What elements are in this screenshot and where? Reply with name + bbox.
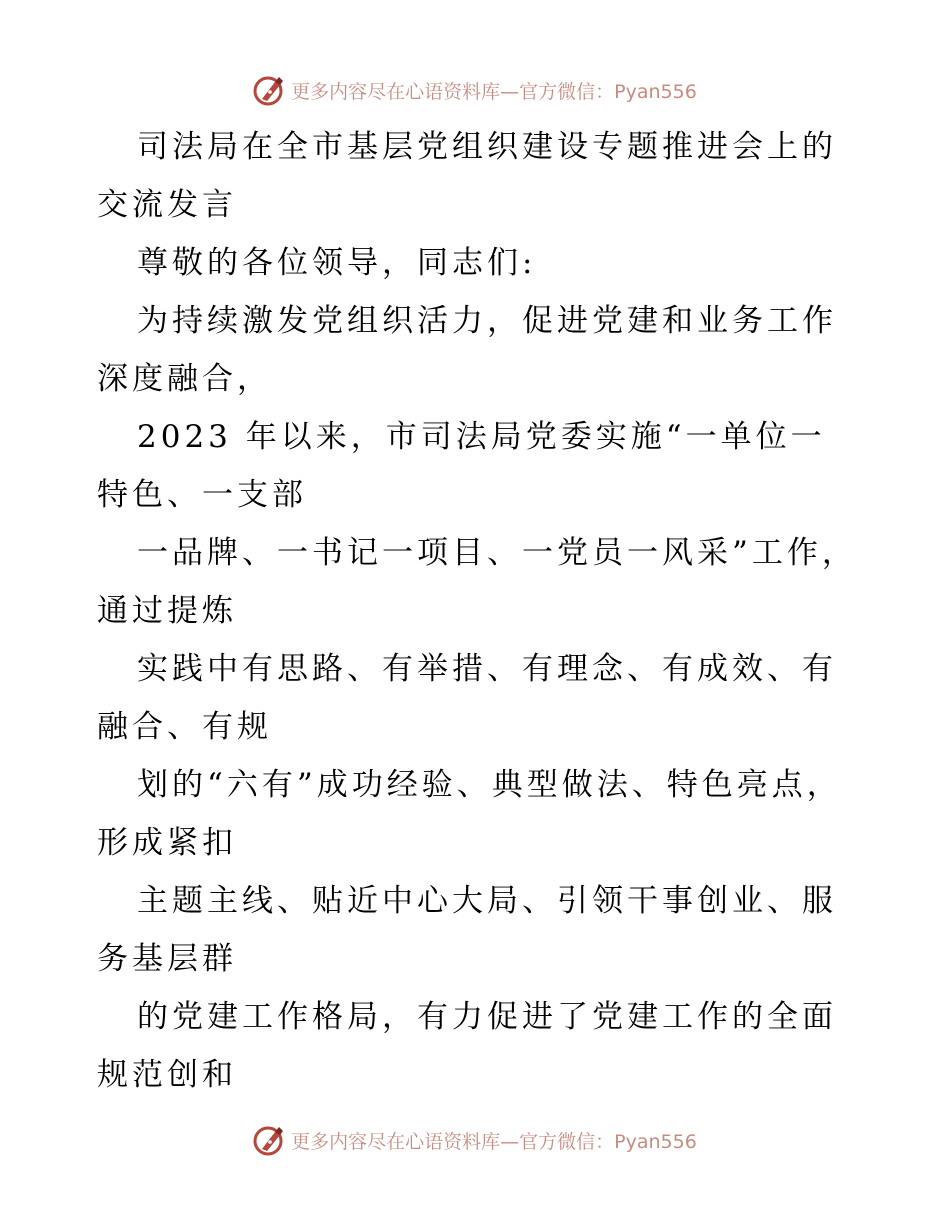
body-paragraph: 划的“六有”成功经验、典型做法、特色亮点，形成紧扣 — [97, 767, 842, 861]
body-paragraph: 主题主线、贴近中心大局、引领干事创业、服务基层群 — [97, 883, 837, 977]
salutation: 尊敬的各位领导，同志们: — [137, 245, 537, 281]
body-paragraph: 一品牌、一书记一项目、一党员一风采”工作，通过提炼 — [97, 535, 857, 629]
body-paragraph: 为持续激发党组织活力，促进党建和业务工作深度融合， — [97, 303, 837, 397]
document-title: 司法局在全市基层党组织建设专题推进会上的交流发言 — [97, 129, 837, 223]
header-watermark — [0, 70, 950, 110]
footer-watermark — [0, 1120, 950, 1160]
fountain-pen-logo-icon — [253, 1123, 287, 1157]
fountain-pen-logo-icon — [253, 73, 287, 107]
watermark-text: 更多内容尽在心语资料库—官方微信：Pyan556 — [291, 80, 697, 103]
body-paragraph: 的党建工作格局，有力促进了党建工作的全面规范创和 — [97, 999, 837, 1093]
document-body — [97, 118, 857, 1104]
watermark-text: 更多内容尽在心语资料库—官方微信：Pyan556 — [291, 1130, 697, 1153]
body-paragraph: 2023 年以来，市司法局党委实施“一单位一特色、一支部 — [97, 419, 826, 513]
body-paragraph: 实践中有思路、有举措、有理念、有成效、有融合、有规 — [97, 651, 837, 745]
